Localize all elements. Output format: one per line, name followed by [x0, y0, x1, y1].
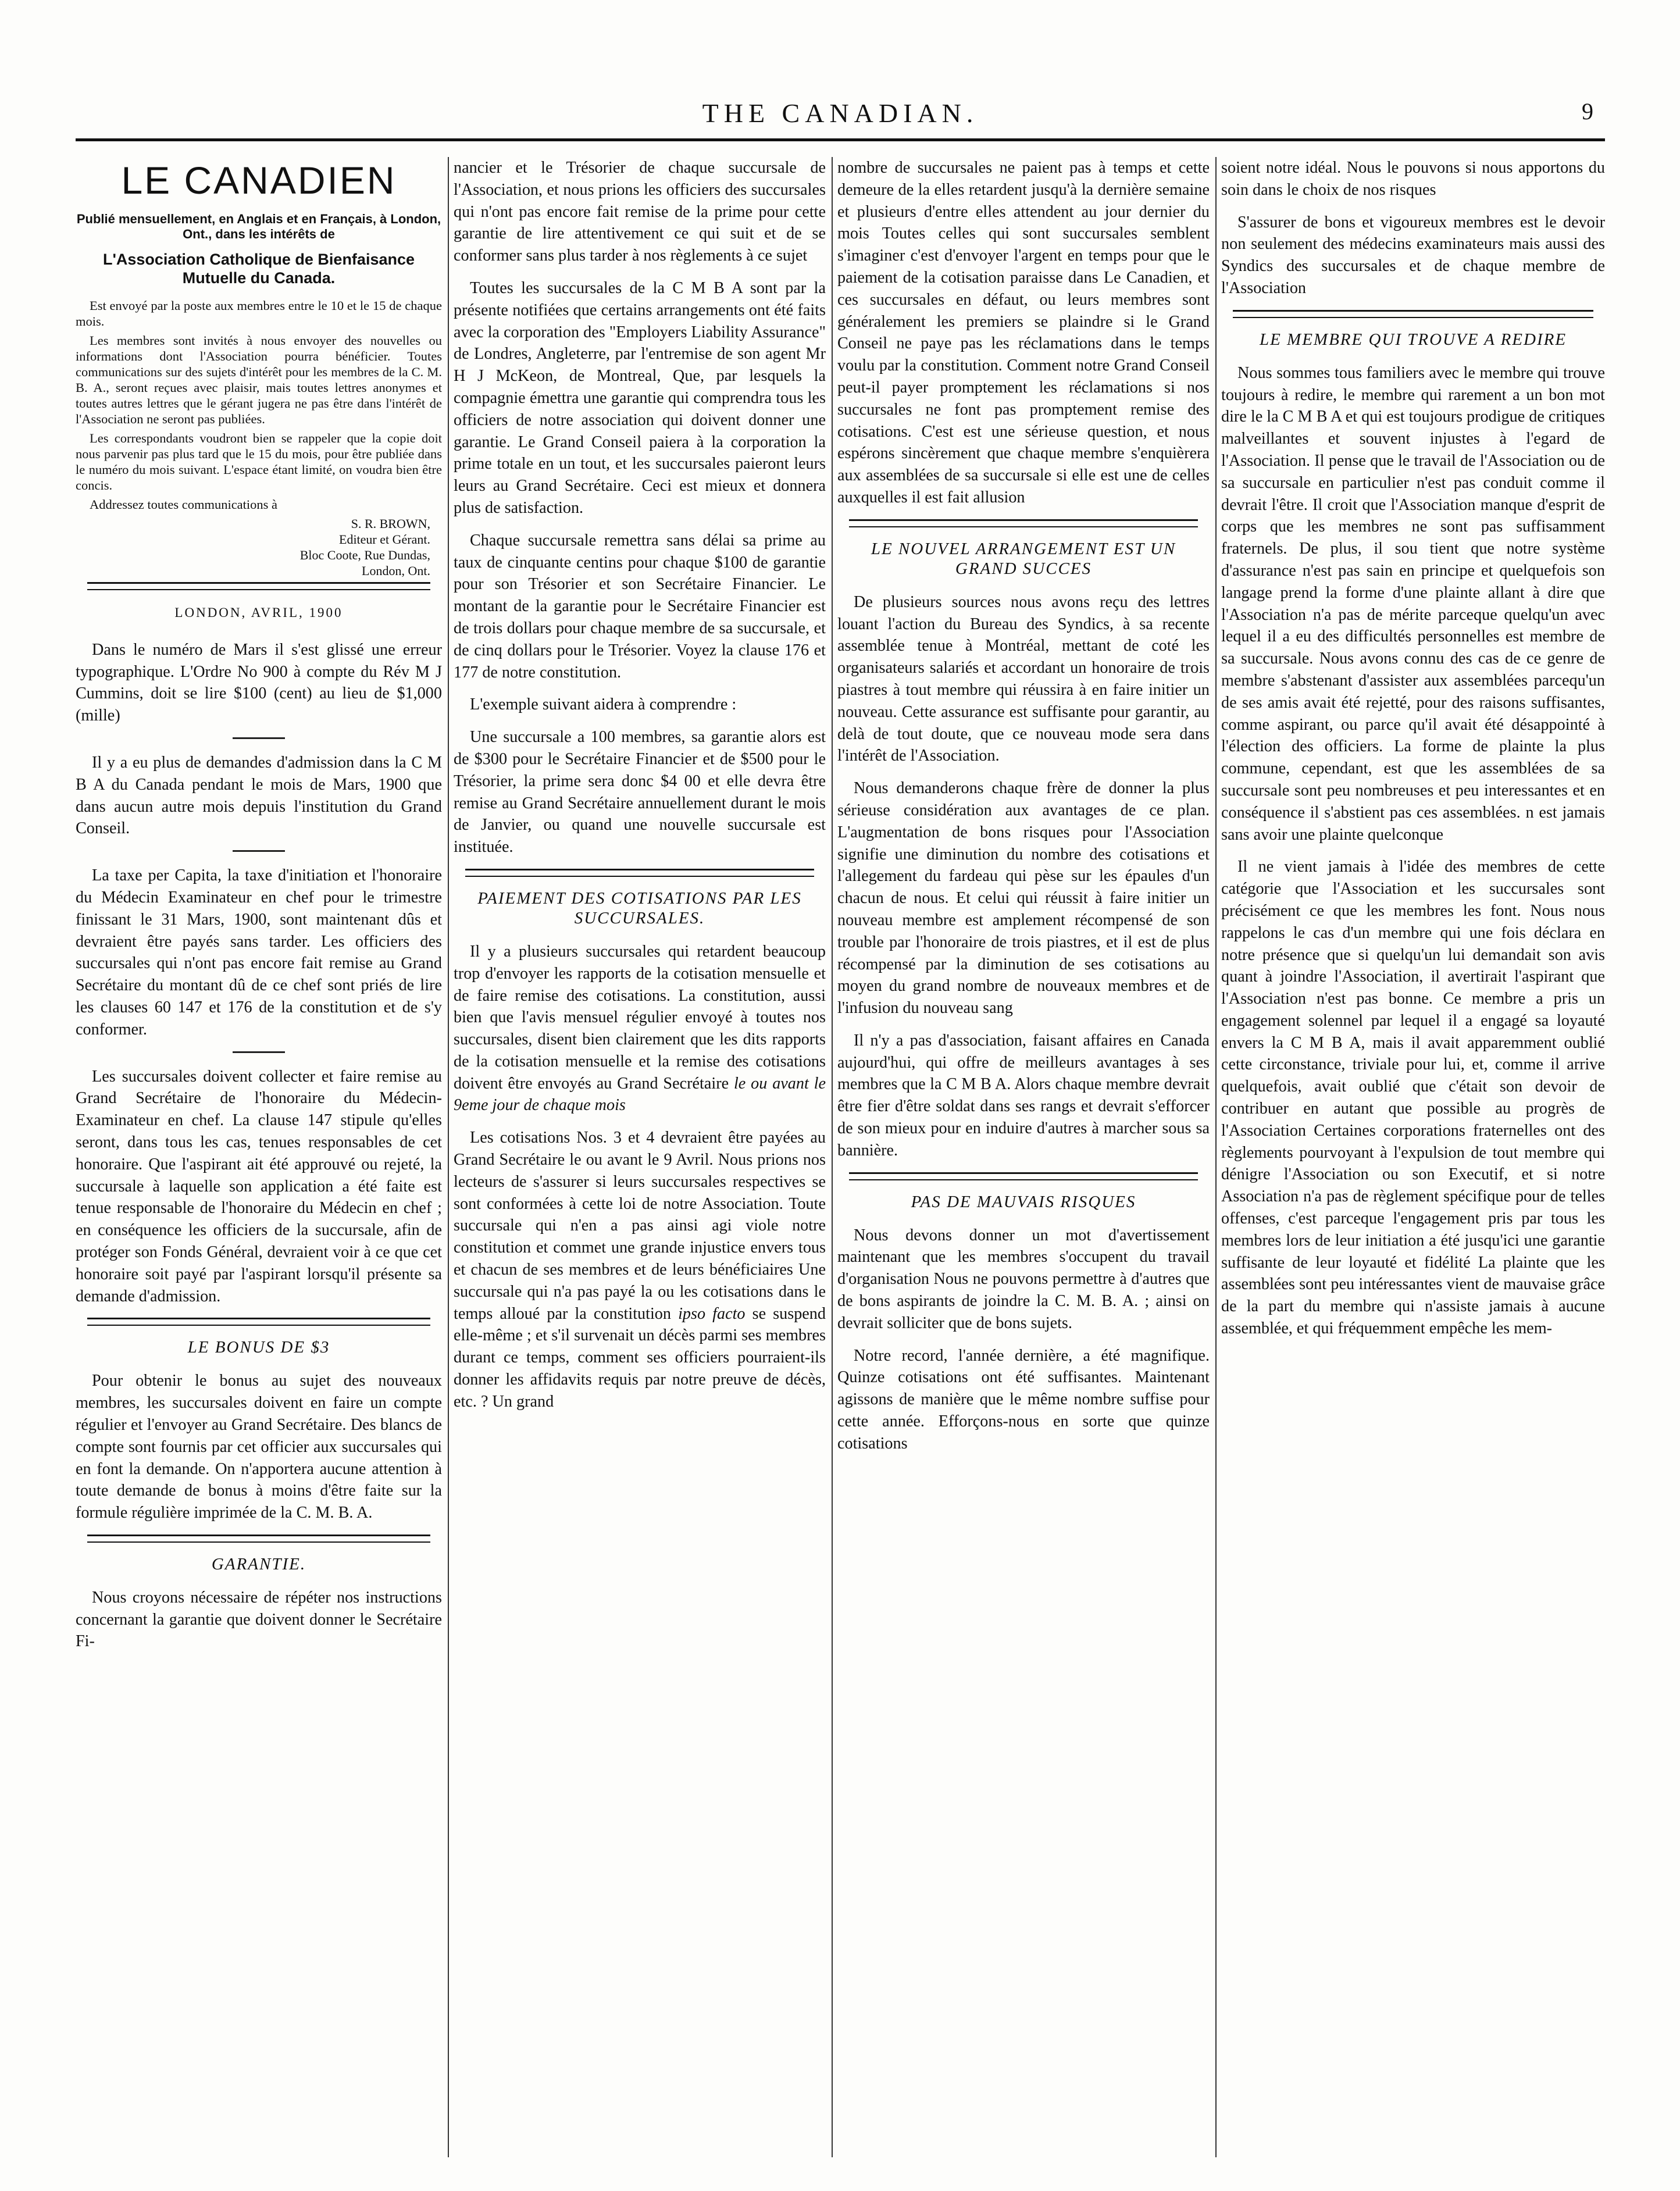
article-paragraph: S'assurer de bons et vigoureux membres est le devoir non seulement des médecins examinateurs mais aussi des Syndics des succursales et de chaque membre de l'Association	[1221, 213, 1605, 297]
article-paragraph: Il y a eu plus de demandes d'admission dans la C M B A du Canada pendant le mois de Mars, 1900 que dans aucun autre mois depuis l'institution du Grand Conseil.	[76, 753, 442, 838]
article-paragraph	[454, 1127, 826, 1412]
paragraph-text: Il y a plusieurs succursales qui retardent beaucoup trop d'envoyer les rapports de la cotisation mensuelle et de faire remise des cotisations. La constitution, aussi bien que l'avis mensuel régulier envoyé à toutes nos succursales, disent bien clairement que les dits rapports de la cotisation mensuelle et la remise des cotisations doivent être envoyés au Grand Secrétaire	[454, 942, 826, 1093]
separator-rule	[233, 737, 285, 739]
article-paragraph: Notre record, l'année dernière, a été magnifique. Quinze cotisations ont été suffisantes. Maintenant agissons de manière que le même nombre suffise pour cette année. Efforçons-nous en sorte que quinze cotisations	[837, 1346, 1210, 1453]
running-title: THE CANADIAN.	[702, 98, 979, 128]
article-paragraph: nancier et le Trésorier de chaque succursale de l'Association, et nous prions les officiers des succursales qui n'ont pas encore fait remise de la prime pour cette garantie de lire attentivement ce qui suit et de se conformer sans plus tarder à nos règlements à ce sujet	[454, 159, 826, 265]
masthead-notice: Est envoyé par la poste aux membres entre le 10 et le 15 de chaque mois.	[76, 298, 442, 329]
column-1	[76, 157, 442, 2157]
article-paragraph: La taxe per Capita, la taxe d'initiation et l'honoraire du Médecin Examinateur en chef pour le trimestre finissant le 31 Mars, 1900, sont maintenant dûs et devraient être payés sans tarder. Les officiers des succursales qui n'ont pas encore fait remise au Grand Secrétaire du montant dû de ce chef sont priés de lire les clauses 60 147 et 176 de la constitution et de s'y conformer.	[76, 866, 442, 1039]
paragraph-italic: le ou avant le 9eme jour de chaque mois	[454, 1074, 826, 1115]
column-4	[1221, 157, 1605, 2157]
article-paragraph: Il n'y a pas d'association, faisant affaires en Canada aujourd'hui, qui offre de meilleurs avantages à ses membres que la C M B A. Alors chaque membre devrait être fier d'être soldat dans ses rangs et devrait s'efforcer de son mieux pour en induire d'autres à marcher sous sa bannière.	[837, 1031, 1210, 1159]
article-paragraph: Chaque succursale remettra sans délai sa prime au taux de cinquante centins pour chaque $100 de garantie pour son Trésorier et son Secrétaire Financier. Le montant de la garantie pour le Secrétaire Financier est de trois dollars pour chaque membre de sa succursale, et de cinq dollars pour le Trésorier. Voyez la clause 176 et 177 de notre constitution.	[454, 531, 826, 681]
article-paragraph: Les succursales doivent collecter et faire remise au Grand Secrétaire de l'honoraire du Médecin-Examinateur en chef. La clause 147 stipule qu'elles seront, dans tous les cas, tenues responsables de cet honoraire. Que l'aspirant ait été approuvé ou rejeté, la succursale à laquelle son application a été faite est tenue responsable de l'honoraire du Médecin en chef ; en conséquence les officiers de la succursale, afin de protéger son Fonds Général, devraient voir à ce que cet honoraire soit payé par l'aspirant lorsqu'il présente sa demande d'admission.	[76, 1067, 442, 1305]
editor-name: S. R. BROWN,	[351, 516, 430, 531]
article-paragraph: Nous sommes tous familiers avec le membre qui trouve toujours à redire, le membre qui rarement a un bon mot dire le la C M B A et qui est toujours prodigue de critiques malveillantes et souvent injustes à l'egard de l'Association. Il pense que le travail de l'Association ou de sa succursale en particulier n'est pas conduit comme il devrait l'être. Il croit que l'Association manque d'esprit de corps que les membres ne sont pas suffisamment fraternels. De plus, il sou tient que notre système d'assurance n'est pas sain en principe et quelquefois son langage prend la forme d'une plainte allant à dire que l'Association n'a pas de mérite parceque quelqu'un avec lequel il a eu des difficultés personnelles est membre de sa succursale. Nous avons connu des cas de ce genre de membre s'abstenant d'assister aux assemblées parcequ'un de ses amis avait été rejetté, pour des raisons suffisantes, comme aspirant, ou parce qu'il avait été désappointé à l'élection des officiers. La forme de plainte la plus commune, cependant, est que les assemblées de sa succursale sont peu nombreuses et peu interessantes et en conséquence il s'abstient pas ces assemblées. n est jamais sans avoir une plainte quelconque	[1221, 363, 1605, 844]
section-rule	[465, 869, 814, 877]
column-divider	[448, 157, 449, 2157]
editor-title: Editeur et Gérant.	[339, 532, 430, 547]
separator-rule	[233, 850, 285, 852]
article-paragraph: nombre de succursales ne paient pas à temps et cette demeure de la elles retardent jusqu'à la dernière semaine et plusieurs d'entre elles attendent au jour dernier du mois Toutes celles qui sont succursales semblent s'imaginer c'est d'envoyer l'argent en temps pour que le paiement de la cotisation paraisse dans Le Canadien, et ces succursales en défaut, ou leurs membres sont généralement les premiers se plaindre si le Grand Conseil ne paye pas les réclamations dans le temps voulu par la constitution. Comment notre Grand Conseil peut-il payer promptement les réclamations si nos succursales ne font pas promptement remise des cotisations. C'est est une sérieuse question, et nous espérons sincèrement que chaque membre s'enquièrera aux assemblées de sa succursale si elle est une de celles auxquelles il est fait allusion	[837, 159, 1210, 506]
header-rule	[76, 138, 1605, 141]
section-heading: LE NOUVEL ARRANGEMENT EST UN GRAND SUCCES	[871, 539, 1176, 578]
column-2	[454, 157, 826, 2157]
editor-address: Bloc Coote, Rue Dundas,	[299, 548, 430, 562]
column-divider	[1215, 157, 1217, 2157]
section-heading: LE MEMBRE QUI TROUVE A REDIRE	[1259, 330, 1567, 349]
section-rule	[87, 1535, 430, 1543]
article-paragraph: Dans le numéro de Mars il s'est glissé une erreur typographique. L'Ordre No 900 à compte du Rév M J Cummins, doit se lire $100 (cent) au lieu de $1,000 (mille)	[76, 640, 442, 725]
masthead-subtitle: Publié mensuellement, en Anglais et en Français, à London, Ont., dans les intérêts de	[76, 212, 441, 241]
column-3	[837, 157, 1210, 2157]
masthead-notice: Les membres sont invités à nous envoyer des nouvelles ou informations dont l'Association pourra bénéficier. Toutes communications sur des sujets d'intérêt pour les membres de la C. M. B. A., seront reçues avec plaisir, mais toutes lettres anonymes et toutes autres lettres que le gérant jugera ne pas être dans l'intérêt de l'Association ne seront pas publiées.	[76, 333, 442, 426]
article-paragraph: Nous devons donner un mot d'avertissement maintenant que les membres s'occupent du travail d'organisation Nous ne pouvons permettre à d'autres que de bons aspirants de joindre la C. M. B. A. ; ainsi on devrait solliciter que de bons sujets.	[837, 1226, 1210, 1332]
masthead-association: L'Association Catholique de Bienfaisance Mutuelle du Canada.	[102, 251, 415, 287]
article-paragraph: Une succursale a 100 membres, sa garantie alors est de $300 pour le Secrétaire Financier et de $500 pour le Trésorier, la prime sera donc $4 00 et elle devra être remise au Grand Secrétaire annuellement durant le mois de Janvier, ou quand une nouvelle succursale est instituée.	[454, 728, 826, 857]
section-rule	[849, 1172, 1198, 1180]
article-paragraph: soient notre idéal. Nous le pouvons si nous apportons du soin dans le choix de nos risques	[1221, 159, 1605, 199]
separator-rule	[233, 1051, 285, 1053]
article-paragraph: De plusieurs sources nous avons reçu des lettres louant l'action du Bureau des Syndics, à sa recente assemblée tenue à Montréal, mettant de coté les organisateurs salariés et accordant un honoraire de trois piastres à tout membre qui réussira à en faire initier un nouveau. Cette assurance est suffisante pour garantir, au delà de tout doute, que ce nouveau mode sera dans l'intérêt de l'Association.	[837, 593, 1210, 765]
section-rule	[849, 519, 1198, 527]
column-divider	[832, 157, 833, 2157]
running-head	[76, 98, 1605, 138]
section-heading: PAS DE MAUVAIS RISQUES	[911, 1192, 1136, 1211]
article-paragraph: L'exemple suivant aidera à comprendre :	[470, 695, 737, 714]
article-paragraph: Nous demanderons chaque frère de donner la plus sérieuse considération aux avantages de ce plan. L'augmentation de bons risques pour l'Association signifie une diminution du nombre des cotisations et l'allegement du fardeau qui pèse sur les épaules d'un chacun de nous. Et celui qui réussit à faire initier un nouveau membre est amplement récompensé de son trouble par l'honoraire de trois piastres, et il est de plus récompensé par la diminution de ses cotisations au moyen du grand nombre de nouveaux membres et de l'infusion du nouveau sang	[837, 779, 1210, 1018]
section-heading: LE BONUS DE $3	[187, 1338, 330, 1357]
dateline: LONDON, AVRIL, 1900	[174, 605, 343, 620]
section-rule	[87, 1318, 430, 1326]
section-heading: PAIEMENT DES COTISATIONS PAR LES SUCCURSALES.	[477, 888, 802, 927]
masthead-title: LE CANADIEN	[121, 159, 397, 202]
masthead-notice: Les correspondants voudront bien se rappeler que la copie doit nous parvenir pas plus tard que le 15 du mois, pour être publiée dans le numéro du mois suivant. L'espace étant limité, on voudra bien être concis.	[76, 431, 442, 493]
article-paragraph: Pour obtenir le bonus au sujet des nouveaux membres, les succursales doivent en faire un compte régulier et l'envoyer au Grand Secrétaire. Des blancs de compte sont fournis par cet officier aux succursales qui en font la demande. On n'apportera aucune attention à toute demande de bonus à moins d'être faite sur la formule régulière imprimée de la C. M. B. A.	[76, 1372, 442, 1522]
article-paragraph: Nous croyons nécessaire de répéter nos instructions concernant la garantie que doivent donner le Secrétaire Fi-	[76, 1588, 442, 1651]
article-paragraph: Toutes les succursales de la C M B A sont par la présente notifiées que certains arrangements ont été faits avec la corporation des "Employers Liability Assurance" de Londres, Angleterre, par l'entremise de son agent Mr H J McKeon, de Montreal, Que, par lesquels la compagnie émettra une garantie qui comprendra tous les officiers de notre association qui doivent donner une garantie. Le Grand Conseil paiera à la corporation la prime totale en un tout, et les succursales paieront leurs leurs au Grand Secrétaire. Ceci est mieux et donnera plus de satisfaction.	[454, 279, 826, 517]
article-paragraph	[454, 941, 826, 1116]
section-rule	[1233, 310, 1593, 318]
article-paragraph: Il ne vient jamais à l'idée des membres de cette catégorie que l'Association et les succursales sont précisément ce que les membres les font. Nous nous rappelons le cas d'un membre qui une fois déclara en notre présence que si quelqu'un lui demandait son avis quant à joindre l'Association, il avertirait l'aspirant que l'Association n'est pas bonne. Ce membre a pris un engagement solennel par lequel il a engagé sa loyauté envers la C M B A, mais il avait apparemment oublié cette circonstance, triviale pour lui, et, comme il arrive quelquefois, avait oublié que c'était son devoir de contribuer en autant que possible au progrès de l'Association Certaines corporations fraternelles ont des règlements pourvoyant à l'expulsion de tout membre qui dénigre l'Association ou son Executif, et si notre Association n'a pas de règlement spécifique pour de telles offenses, c'est parceque l'engagement pris par tous les membres lors de leur initiation a été jusqu'ici une garantie suffisante de leur loyauté et fidélité La plainte que les assemblées sont peu intéressantes vient de mauvaise grâce de la part du membre qui n'assiste jamais à aucune assemblée, et qui fréquemment empêche les mem-	[1221, 858, 1605, 1338]
editor-address: London, Ont.	[362, 563, 430, 578]
paragraph-italic: ipso facto	[678, 1304, 746, 1323]
paragraph-text: se suspend elle-même ; et s'il survenait un décès parmi ses membres durant ce temps, comment ses officiers pourraient-ils donner les affidavits requis par notre preuve de décès, etc. ? Un grand	[454, 1304, 826, 1411]
section-heading: GARANTIE.	[211, 1554, 306, 1573]
masthead-notice: Addressez toutes communications à	[90, 497, 278, 512]
section-rule	[87, 582, 430, 590]
page-number: 9	[1582, 98, 1593, 124]
paragraph-text: Les cotisations Nos. 3 et 4 devraient être payées au Grand Secrétaire le ou avant le 9 Avril. Nous prions nos lecteurs de s'assurer si leurs succursales respectives se sont conformées à cette loi de notre Association. Toute succursale qui n'en a pas ainsi agi viole notre constitution et commet une grande injustice envers tous et chacun de ses membres et de leurs bénéficiaires Une succursale qui n'a pas payé la ou les cotisations dans le temps alloué par la constitution	[454, 1129, 826, 1323]
